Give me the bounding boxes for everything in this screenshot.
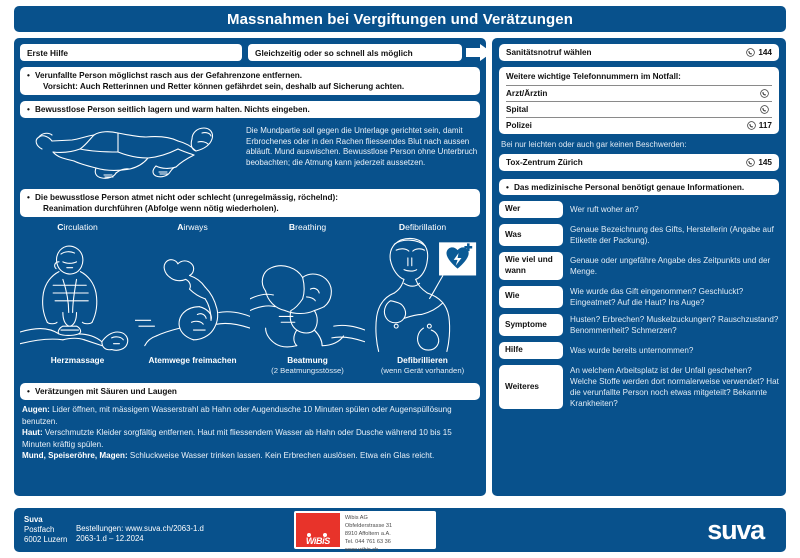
content-area bbox=[14, 38, 786, 496]
bullet-remove-from-danger bbox=[20, 67, 480, 95]
phone-icon bbox=[760, 89, 769, 98]
bullet4-text: Verätzungen mit Säuren und Laugen bbox=[35, 387, 177, 397]
cabd-rest-word: irculation bbox=[63, 222, 98, 233]
wibis-address-line2: Obfelderstrasse 31 bbox=[344, 522, 393, 529]
recovery-position-caption: Die Mundpartie soll gegen die Unterlage gerichtet sein, damit Erbrochenes oder in den Rachen fliessendes Blut nach aussen abläuft. Mund auswischen. Bewusstlose Person ohne Unterbruch beobachten; die Atmung kann jederzeit aussetzen. bbox=[246, 126, 478, 168]
cabd-sequence bbox=[20, 222, 480, 376]
bullet3-line1: Die bewusstlose Person atmet nicht oder schlecht (unregelmässig, röchelnd): bbox=[35, 193, 339, 203]
phone-icon bbox=[747, 121, 756, 130]
cabd-heading-airways bbox=[135, 222, 250, 232]
bullet1-line1: Verunfallte Person möglichst rasch aus der Gefahrenzone entfernen. bbox=[35, 71, 303, 80]
info-value-hilfe: Was wurde bereits unternommen? bbox=[570, 345, 694, 355]
divider bbox=[506, 101, 772, 102]
arrow-right-icon bbox=[466, 44, 492, 61]
suva-city: 6002 Luzern bbox=[24, 535, 68, 545]
emergency-call-number-group bbox=[746, 47, 772, 58]
divider bbox=[506, 85, 772, 86]
divider bbox=[506, 117, 772, 118]
header-erste-hilfe-label: Erste Hilfe bbox=[27, 47, 69, 58]
wibis-card bbox=[294, 511, 436, 553]
cabd-sub-defibrillation: (wenn Gerät vorhanden) bbox=[380, 366, 465, 376]
chest-compression-illustration bbox=[20, 235, 135, 353]
mild-symptoms-note: Bei nur leichten oder auch gar keinen Beschwerden: bbox=[501, 140, 687, 150]
bullet-line bbox=[27, 192, 473, 214]
info-key-wieviel-wann: Wie viel und wann bbox=[499, 252, 563, 279]
info-key-was: Was bbox=[499, 224, 563, 246]
wibis-address bbox=[340, 513, 393, 553]
contact-row-hospital[interactable] bbox=[506, 104, 772, 115]
info-row-hilfe bbox=[499, 342, 779, 359]
wibis-logo-text: WiBiS bbox=[305, 536, 330, 546]
info-key-symptome: Symptome bbox=[499, 314, 563, 336]
doc-code: 2063-1.d – 12.2024 bbox=[76, 533, 144, 543]
cabd-rest-word: efibrillation bbox=[405, 222, 447, 233]
chemical-burns-instructions bbox=[20, 400, 480, 462]
bullet3-reanimation-word: Reanimation bbox=[43, 204, 93, 214]
recovery-position-illustration bbox=[20, 123, 240, 181]
cabd-cap-letter: D bbox=[398, 222, 406, 233]
bullet-dot-icon: • bbox=[27, 105, 30, 115]
chemical-burn-skin-label: Haut: bbox=[22, 428, 43, 438]
info-value-weiteres: An welchem Arbeitsplatz ist der Unfall geschehen? Welche Stoffe werden dort normalerweise verwendet? Hat die verunfallte Person noch etwas mitgeteilt? Bekannte Krankheiten? bbox=[570, 365, 779, 409]
cabd-art-breathing bbox=[250, 233, 365, 353]
contact-label-hospital: Spital bbox=[506, 105, 529, 115]
chemical-burn-eyes-label: Augen: bbox=[22, 405, 50, 415]
tox-center-label: Tox-Zentrum Zürich bbox=[506, 158, 583, 168]
airway-opening-illustration bbox=[135, 235, 250, 353]
cabd-col-breathing bbox=[250, 222, 365, 376]
cabd-heading-defibrillation bbox=[365, 222, 480, 232]
rescue-breathing-illustration bbox=[250, 235, 365, 353]
cabd-sub-breathing: (2 Beatmungsstösse) bbox=[271, 366, 344, 376]
info-key-wer: Wer bbox=[499, 201, 563, 218]
cabd-art-circulation bbox=[20, 233, 135, 353]
cabd-cap-letter: C bbox=[57, 222, 64, 233]
page-title: Massnahmen bei Vergiftungen und Verätzungen bbox=[226, 10, 574, 28]
contact-label-doctor: Arzt/Ärztin bbox=[506, 89, 548, 99]
header-erste-hilfe bbox=[20, 44, 242, 61]
header-gleichzeitig-label: Gleichzeitig oder so schnell als möglich bbox=[255, 47, 413, 58]
bullet-dot-icon: • bbox=[27, 387, 30, 397]
info-needed-text: Das medizinische Personal benötigt genaue Informationen. bbox=[514, 182, 745, 192]
footer-bar bbox=[14, 508, 786, 552]
orders-link[interactable]: Bestellungen: www.suva.ch/2063-1.d bbox=[76, 523, 204, 533]
cabd-caption-circulation: Herzmassage bbox=[50, 355, 105, 366]
cabd-cap-letter: B bbox=[288, 222, 296, 233]
info-value-wie: Wie wurde das Gift eingenommen? Geschluckt? Eingeatmet? Auf die Haut? Ins Auge? bbox=[570, 286, 744, 307]
tox-center-number: 145 bbox=[758, 158, 772, 168]
wibis-address-line1: Wibis AG bbox=[344, 515, 368, 521]
info-key-hilfe: Hilfe bbox=[499, 342, 563, 359]
info-key-weiteres: Weiteres bbox=[499, 365, 563, 410]
cabd-caption-defibrillation: Defibrillieren bbox=[397, 355, 448, 366]
defibrillation-illustration bbox=[365, 235, 480, 353]
suva-brand-logo: suva bbox=[707, 514, 764, 545]
bullet3-line2-rest: durchführen (Abfolge wenn nötig wiederholen). bbox=[92, 204, 279, 214]
cabd-col-airways bbox=[135, 222, 250, 376]
bullet-dot-icon: • bbox=[27, 193, 30, 203]
wibis-address-line4: Tel. 044 761 63 36 bbox=[344, 538, 391, 545]
info-row-wie bbox=[499, 286, 779, 308]
wibis-logo-icon bbox=[296, 513, 340, 547]
left-header-row bbox=[20, 44, 480, 61]
recovery-illustration-row bbox=[20, 121, 480, 183]
wibis-address-line3: 8910 Affoltern a.A. bbox=[344, 530, 391, 537]
contact-row-police[interactable] bbox=[506, 120, 772, 131]
phone-icon bbox=[746, 158, 755, 167]
cabd-rest-word: reathing bbox=[295, 222, 327, 233]
bullet-chemical-burns bbox=[20, 383, 480, 400]
cabd-rest-word: irways bbox=[183, 222, 208, 233]
right-panel-emergency-numbers bbox=[492, 38, 786, 496]
info-row-wer bbox=[499, 201, 779, 218]
wibis-address-line5[interactable]: www.wibis.ch bbox=[344, 546, 379, 553]
chemical-burn-skin-text: Verschmutzte Kleider sorgfältig entfernen. Haut mit fliessendem Wasser ab Hahn oder Dusche während 10 bis 15 Minuten kräftig spülen. bbox=[22, 428, 452, 449]
chemical-burn-eyes bbox=[22, 404, 478, 427]
bullet-no-breathing-cpr bbox=[20, 189, 480, 217]
other-numbers-box bbox=[499, 67, 779, 134]
page-title-bar bbox=[14, 6, 786, 32]
info-needed-box bbox=[499, 179, 779, 195]
chemical-burn-eyes-text: Lider öffnen, mit mässigem Wasserstrahl ab Hahn oder Augendusche 10 Minuten spülen oder Augenspüllösung benutzen. bbox=[22, 405, 452, 426]
bullet-recovery-position bbox=[20, 101, 480, 118]
contact-label-police: Polizei bbox=[506, 121, 532, 131]
phone-icon bbox=[746, 48, 755, 57]
suva-address-block bbox=[24, 515, 204, 546]
info-row-symptome bbox=[499, 314, 779, 336]
info-row-was bbox=[499, 224, 779, 246]
tox-center-box bbox=[499, 154, 779, 171]
cabd-heading-circulation bbox=[20, 222, 135, 232]
cabd-heading-breathing bbox=[250, 222, 365, 232]
bullet2-text: Bewusstlose Person seitlich lagern und warm halten. Nichts eingeben. bbox=[35, 105, 310, 115]
cabd-col-circulation bbox=[20, 222, 135, 376]
bullet-dot-icon: • bbox=[27, 71, 30, 80]
phone-icon bbox=[760, 105, 769, 114]
cabd-art-defibrillation bbox=[365, 233, 480, 353]
emergency-call-number: 144 bbox=[758, 47, 772, 57]
left-panel-first-aid bbox=[14, 38, 486, 496]
emergency-call-label: Sanitätsnotruf wählen bbox=[506, 47, 592, 57]
bullet-line bbox=[27, 104, 473, 115]
info-value-was: Genaue Bezeichnung des Gifts, Herstellerin (Angabe auf Etikette der Packung). bbox=[570, 224, 774, 246]
chemical-burn-skin bbox=[22, 427, 478, 450]
suva-postfach: Postfach bbox=[24, 524, 55, 534]
chemical-burn-mouth bbox=[22, 450, 478, 462]
cabd-caption-breathing: Beatmung bbox=[287, 355, 328, 366]
bullet-line bbox=[27, 70, 473, 92]
bullet-dot-icon: • bbox=[506, 182, 509, 192]
chemical-burn-mouth-label: Mund, Speiseröhre, Magen: bbox=[22, 451, 128, 461]
info-row-wieviel-wann bbox=[499, 252, 779, 279]
info-key-wie: Wie bbox=[499, 286, 563, 308]
chemical-burn-mouth-text: Schluckweise Wasser trinken lassen. Kein Erbrechen auslösen. Etwa ein Glas reicht. bbox=[127, 451, 435, 461]
cabd-cap-letter: A bbox=[177, 222, 184, 233]
emergency-call-box bbox=[499, 44, 779, 61]
info-value-wieviel-wann: Genaue oder ungefähre Angabe des Zeitpunkts und der Menge. bbox=[570, 255, 771, 276]
cabd-art-airways bbox=[135, 233, 250, 353]
cabd-col-defibrillation bbox=[365, 222, 480, 376]
cabd-caption-airways: Atemwege freimachen bbox=[148, 355, 237, 366]
bullet-line bbox=[27, 386, 473, 397]
header-gleichzeitig bbox=[248, 44, 462, 61]
info-row-weiteres bbox=[499, 365, 779, 410]
contact-number-police: 117 bbox=[758, 121, 772, 131]
info-value-symptome: Husten? Erbrechen? Muskelzuckungen? Rauschzustand? Benommenheit? Schmerzen? bbox=[570, 314, 779, 335]
info-value-wer: Wer ruft woher an? bbox=[570, 205, 639, 214]
other-numbers-title: Weitere wichtige Telefonnummern im Notfall: bbox=[506, 72, 681, 81]
suva-name: Suva bbox=[24, 514, 43, 524]
contact-row-doctor[interactable] bbox=[506, 88, 772, 99]
arrow-right-wrap bbox=[468, 44, 480, 61]
bullet1-line2: Vorsicht: Auch Retterinnen und Retter können gefährdet sein, deshalb auf Sicherung achten. bbox=[43, 82, 405, 92]
